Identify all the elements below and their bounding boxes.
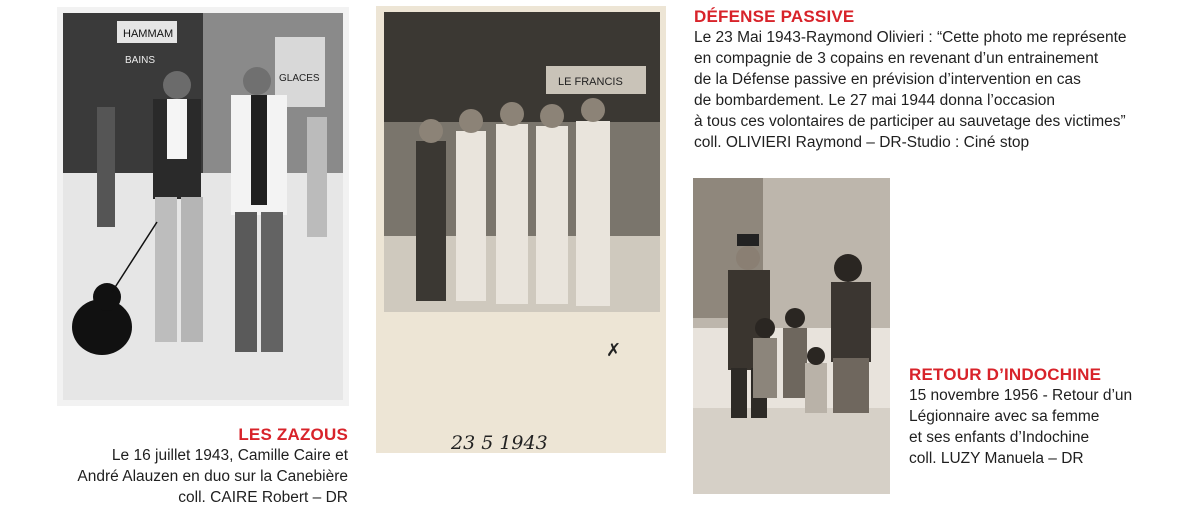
caption-line: en compagnie de 3 copains en revenant d’un entrainement [694, 50, 1099, 67]
caption-line: Légionnaire avec sa femme [909, 408, 1100, 425]
caption-line: André Alauzen en duo sur la Canebière [77, 468, 348, 485]
photo-les-zazous [57, 7, 349, 406]
caption-defense-passive [694, 6, 1194, 153]
caption-line: de la Défense passive en prévision d’intervention en cas [694, 71, 1081, 88]
sign-le-francis: LE FRANCIS [558, 76, 623, 88]
caption-line: Le 16 juillet 1943, Camille Caire et [111, 447, 348, 464]
caption-title: LES ZAZOUS [238, 425, 348, 444]
caption-title: RETOUR D’INDOCHINE [909, 365, 1102, 384]
caption-line: de bombardement. Le 27 mai 1944 donna l’occasion [694, 92, 1056, 109]
caption-line: à tous ces volontaires de participer au sauvetage des victimes” [694, 113, 1126, 130]
caption-retour-indochine [909, 364, 1189, 469]
caption-line: Le 23 Mai 1943-Raymond Olivieri : “Cette photo me représente [694, 29, 1127, 46]
caption-les-zazous [30, 424, 348, 508]
caption-credit: coll. OLIVIERI Raymond – DR-Studio : Ciné stop [694, 134, 1030, 151]
caption-credit: coll. LUZY Manuela – DR [909, 450, 1084, 467]
caption-credit: coll. CAIRE Robert – DR [178, 489, 348, 506]
photo-retour-indochine [693, 178, 890, 494]
handwritten-date: 23 5 1943 [451, 432, 548, 453]
sign-glaces: GLACES [279, 73, 320, 84]
svg-text:✗: ✗ [606, 340, 622, 361]
caption-line: et ses enfants d’Indochine [909, 429, 1090, 446]
photo-defense-passive [376, 6, 666, 453]
caption-title: DÉFENSE PASSIVE [694, 7, 855, 26]
sign-bains: BAINS [125, 55, 156, 66]
sign-hammam: HAMMAM [123, 28, 174, 40]
caption-line: 15 novembre 1956 - Retour d’un [909, 387, 1133, 404]
